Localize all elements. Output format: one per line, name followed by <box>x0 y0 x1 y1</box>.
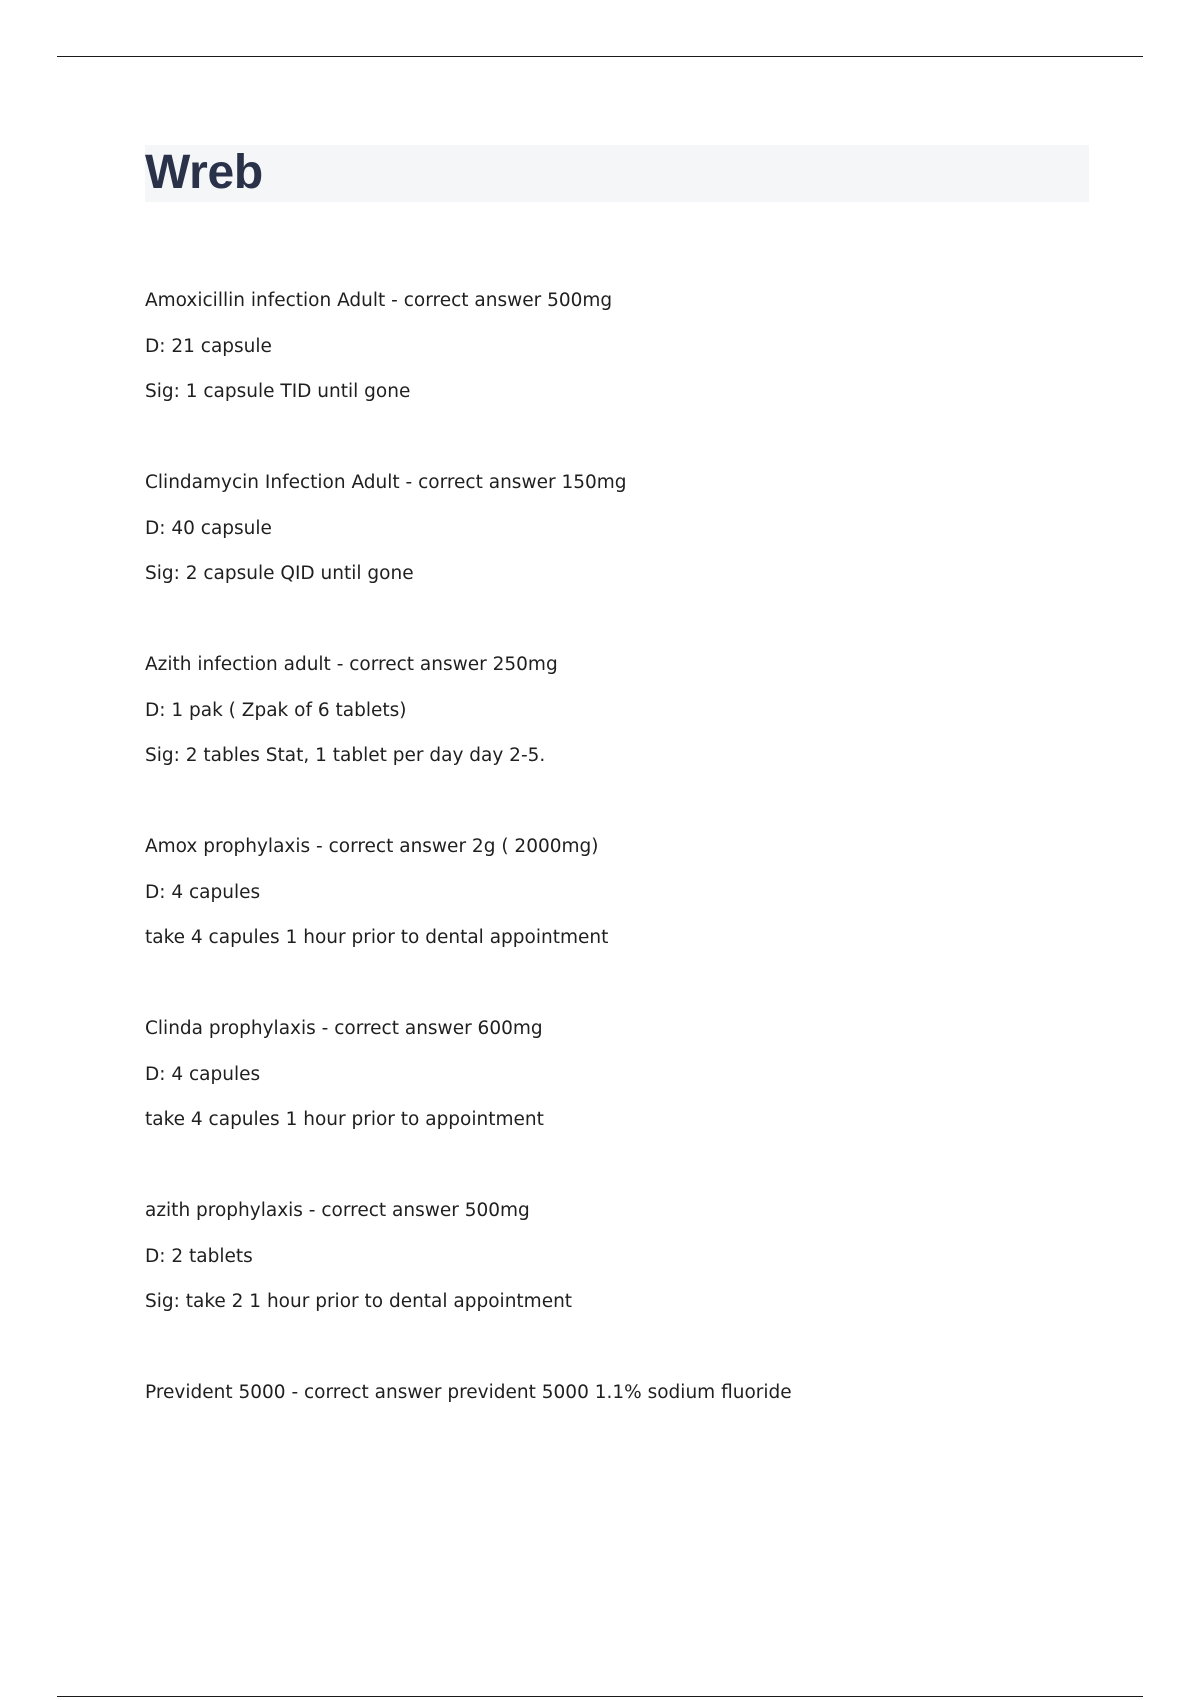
entry-sig: Sig: 1 capsule TID until gone <box>145 381 411 402</box>
entry-sig: take 4 capules 1 hour prior to appointment <box>145 1109 544 1130</box>
entry-question: Amox prophylaxis - correct answer 2g ( 2000mg) <box>145 836 599 857</box>
bottom-rule <box>57 1696 1143 1697</box>
entry-amoxicillin-infection <box>145 290 1085 472</box>
entry-question: Azith infection adult - correct answer 250mg <box>145 654 558 675</box>
entry-sig: take 4 capules 1 hour prior to dental appointment <box>145 927 609 948</box>
entry-sig: Sig: 2 capsule QID until gone <box>145 563 414 584</box>
entry-question: azith prophylaxis - correct answer 500mg <box>145 1200 530 1221</box>
document-body <box>145 290 1085 1564</box>
entry-question: Clinda prophylaxis - correct answer 600mg <box>145 1018 543 1039</box>
entry-question: Clindamycin Infection Adult - correct answer 150mg <box>145 472 627 493</box>
entry-dispense: D: 4 capules <box>145 1063 261 1085</box>
top-rule <box>57 56 1143 57</box>
entry-sig: Sig: 2 tables Stat, 1 tablet per day day 2-5. <box>145 745 546 766</box>
entry-dispense: D: 40 capsule <box>145 517 272 539</box>
entry-dispense: D: 4 capules <box>145 881 261 903</box>
entry-dispense: D: 2 tablets <box>145 1245 253 1267</box>
entry-dispense: D: 21 capsule <box>145 335 272 357</box>
entry-clinda-prophylaxis <box>145 1018 1085 1200</box>
entry-prevident <box>145 1382 1085 1564</box>
entry-question: Prevident 5000 - correct answer prevident 5000 1.1% sodium fluoride <box>145 1382 792 1403</box>
entry-sig: Sig: take 2 1 hour prior to dental appointment <box>145 1291 573 1312</box>
entry-azith-prophylaxis <box>145 1200 1085 1382</box>
entry-amox-prophylaxis <box>145 836 1085 1018</box>
entry-dispense: D: 1 pak ( Zpak of 6 tablets) <box>145 699 407 721</box>
entry-question: Amoxicillin infection Adult - correct answer 500mg <box>145 290 613 311</box>
title-band <box>145 145 1089 202</box>
entry-clindamycin-infection <box>145 472 1085 654</box>
page-title: Wreb <box>145 146 263 199</box>
entry-azith-infection <box>145 654 1085 836</box>
